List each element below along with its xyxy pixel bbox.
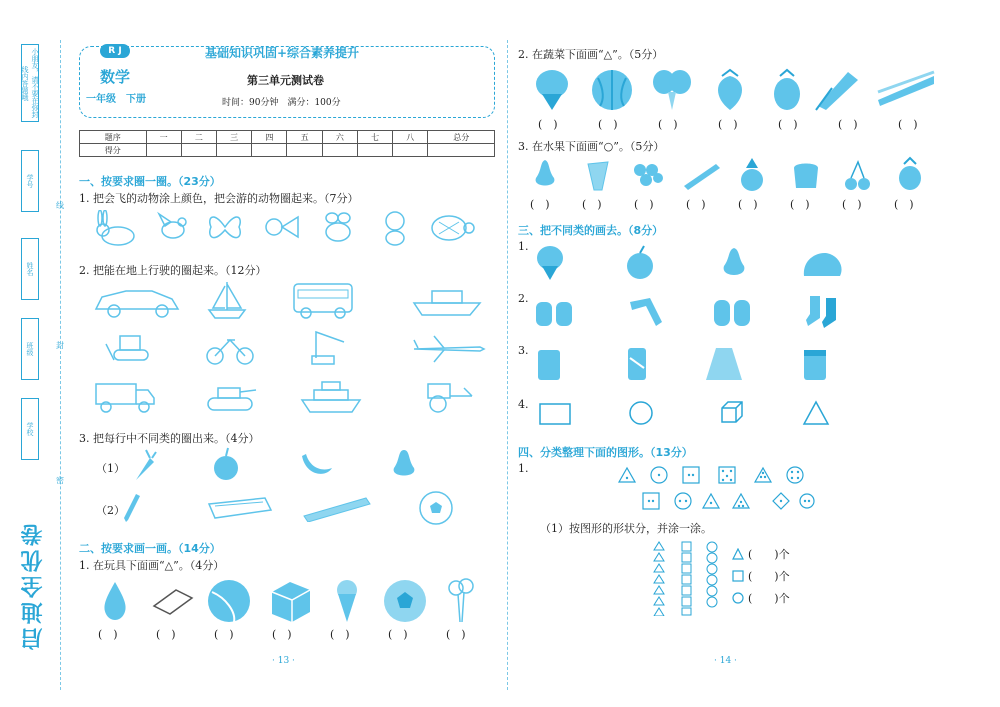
item-number-2: 2. bbox=[518, 292, 529, 305]
answer-blank[interactable]: ( ) bbox=[658, 118, 678, 131]
item-number-1: 1. bbox=[518, 240, 529, 253]
question-1-1: 1. 把会飞的动物涂上颜色，把会游的动物圈起来。（7分） bbox=[79, 192, 359, 205]
pear-icon[interactable] bbox=[718, 244, 750, 282]
truck-icon[interactable] bbox=[92, 378, 158, 414]
bok-choy-icon[interactable] bbox=[650, 66, 694, 112]
answer-blank[interactable]: ( ) bbox=[214, 628, 234, 641]
triangle-shape[interactable] bbox=[802, 400, 830, 426]
table-cell: 一 bbox=[146, 131, 181, 144]
score-cell[interactable] bbox=[322, 144, 357, 157]
question-2-3: 3. 在水果下面画“○”。（5分） bbox=[518, 140, 665, 153]
socks-icon[interactable] bbox=[804, 294, 844, 330]
answer-blank[interactable]: ( ) bbox=[894, 198, 914, 211]
table-cell: 四 bbox=[252, 131, 287, 144]
can-icon[interactable] bbox=[626, 346, 648, 382]
item-number-5: 1. bbox=[518, 462, 529, 475]
pencil-icon[interactable] bbox=[120, 490, 144, 526]
table-cell: 五 bbox=[287, 131, 322, 144]
watermelon-icon[interactable] bbox=[590, 68, 634, 112]
score-cell[interactable] bbox=[181, 144, 216, 157]
pencil-case-icon[interactable] bbox=[205, 492, 275, 522]
banana-icon[interactable] bbox=[298, 448, 334, 480]
score-cell[interactable] bbox=[287, 144, 322, 157]
table-cell: 得分 bbox=[80, 144, 147, 157]
student-id-field[interactable]: 学号 bbox=[21, 150, 39, 212]
monkey-icon[interactable] bbox=[378, 208, 412, 246]
table-cell: 七 bbox=[357, 131, 392, 144]
bee-icon[interactable] bbox=[320, 208, 356, 246]
test-meta: 时间：90分钟 满分：100分 bbox=[222, 98, 341, 108]
pear-icon[interactable] bbox=[530, 158, 560, 192]
beach-ball-icon[interactable] bbox=[206, 578, 252, 624]
cup-icon[interactable] bbox=[536, 346, 562, 382]
page-title: 第三单元测试卷 bbox=[247, 74, 324, 87]
corn-icon[interactable] bbox=[812, 66, 862, 112]
strawberry-icon[interactable] bbox=[710, 66, 750, 112]
question-1-2: 2. 把能在地上行驶的圈起来。（12分） bbox=[79, 264, 267, 277]
score-cell[interactable] bbox=[393, 144, 428, 157]
name-field[interactable]: 姓名 bbox=[21, 238, 39, 300]
pear-icon[interactable] bbox=[388, 446, 420, 482]
answer-blank[interactable]: ( ) bbox=[790, 198, 810, 211]
series-title: 基础知识巩固+综合素养提升 bbox=[205, 46, 360, 60]
table-cell: 六 bbox=[322, 131, 357, 144]
circle-shape bbox=[732, 592, 744, 604]
cut-mark: 密 bbox=[56, 476, 64, 485]
gloves-icon[interactable] bbox=[534, 294, 574, 330]
center-divider bbox=[507, 40, 508, 690]
answer-blank[interactable]: ( ) bbox=[538, 118, 558, 131]
answer-blank[interactable]: ( ) bbox=[634, 198, 654, 211]
table-cell: 总分 bbox=[428, 131, 495, 144]
edition-badge: R J bbox=[100, 44, 130, 58]
grapes-icon[interactable] bbox=[630, 158, 666, 192]
item-number-4: 4. bbox=[518, 398, 529, 411]
triangle-shape bbox=[732, 548, 744, 560]
sub-question-1: （1）按图形的形状分，并涂一涂。 bbox=[540, 522, 712, 535]
bird-icon[interactable] bbox=[155, 208, 191, 246]
cube-shape[interactable] bbox=[718, 400, 744, 426]
notice-box: 小朋友，请不要在弥封线内答题哦 bbox=[21, 44, 39, 122]
table-cell: 三 bbox=[217, 131, 252, 144]
score-cell[interactable] bbox=[146, 144, 181, 157]
eraser-icon[interactable] bbox=[150, 584, 196, 620]
peach-icon[interactable] bbox=[800, 248, 846, 280]
brand-logo: 启迪全优卷 bbox=[21, 520, 46, 650]
square-shape bbox=[732, 570, 744, 582]
cauliflower-icon[interactable] bbox=[534, 244, 566, 282]
pineapple-icon[interactable] bbox=[736, 156, 768, 192]
circle-shape[interactable] bbox=[628, 400, 654, 426]
sailboat-icon[interactable] bbox=[205, 280, 249, 320]
lollipop-icon[interactable] bbox=[446, 576, 476, 624]
answer-blank[interactable]: ( ) bbox=[738, 198, 758, 211]
item-number-3: 3. bbox=[518, 344, 529, 357]
car-icon[interactable] bbox=[92, 283, 182, 319]
skirt-icon[interactable] bbox=[704, 346, 744, 382]
water-drop-icon[interactable] bbox=[98, 580, 132, 622]
answer-blank[interactable]: ( ) bbox=[272, 628, 292, 641]
crane-icon[interactable] bbox=[310, 328, 350, 366]
mittens-icon[interactable] bbox=[712, 294, 752, 330]
ice-cream-icon[interactable] bbox=[330, 578, 364, 624]
goldfish-icon[interactable] bbox=[262, 212, 302, 242]
apple-icon[interactable] bbox=[624, 244, 656, 282]
scarf-icon[interactable] bbox=[626, 294, 666, 330]
answer-blank[interactable]: ( ) bbox=[842, 198, 862, 211]
eggplant-icon[interactable] bbox=[770, 66, 804, 112]
ship-icon[interactable] bbox=[412, 283, 482, 319]
section-4-heading: 四、分类整理下面的图形。（13分） bbox=[518, 446, 693, 459]
question-1-3: 3. 把每行中不同类的圈出来。（4分） bbox=[79, 432, 260, 445]
grade: 一年级 下册 bbox=[86, 94, 146, 105]
score-cell[interactable] bbox=[428, 144, 495, 157]
answer-blank[interactable]: ( ) bbox=[156, 628, 176, 641]
carrot-icon[interactable] bbox=[128, 448, 158, 484]
answer-blank[interactable]: ( ) bbox=[388, 628, 408, 641]
page-number-left: · 13 · bbox=[272, 656, 295, 666]
tank-icon[interactable] bbox=[202, 378, 258, 414]
cruise-ship-icon[interactable] bbox=[300, 376, 362, 416]
school-field[interactable]: 学校 bbox=[21, 398, 39, 460]
butterfly-icon[interactable] bbox=[205, 208, 245, 246]
score-table bbox=[79, 130, 495, 157]
page-number-right: · 14 · bbox=[714, 656, 737, 666]
subject: 数学 bbox=[100, 68, 131, 86]
answer-blank[interactable]: ( ) bbox=[778, 118, 798, 131]
cut-mark: 线 bbox=[56, 201, 64, 210]
section-1-heading: 一、按要求圈一圈。（23分） bbox=[79, 175, 221, 188]
carriage-icon[interactable] bbox=[418, 378, 474, 414]
bell-pepper-icon[interactable] bbox=[790, 158, 822, 192]
answer-blank[interactable]: ( ) bbox=[598, 118, 618, 131]
apple-icon[interactable] bbox=[210, 446, 242, 482]
table-cell: 题序 bbox=[80, 131, 147, 144]
answer-blank[interactable]: ( ) bbox=[718, 118, 738, 131]
triangle-count[interactable]: ( )个 bbox=[748, 548, 790, 561]
ruler-icon[interactable] bbox=[300, 494, 372, 522]
rectangle-shape[interactable] bbox=[538, 402, 572, 426]
class-field[interactable]: 班级 bbox=[21, 318, 39, 380]
shape-cards bbox=[615, 462, 815, 514]
tricycle-icon[interactable] bbox=[205, 332, 255, 366]
bus-icon[interactable] bbox=[290, 280, 356, 320]
square-count[interactable]: ( )个 bbox=[748, 570, 790, 583]
score-cell[interactable] bbox=[357, 144, 392, 157]
question-2-2: 2. 在蔬菜下面画“△”。（5分） bbox=[518, 48, 664, 61]
score-cell[interactable] bbox=[252, 144, 287, 157]
jar-icon[interactable] bbox=[802, 346, 828, 382]
turtle-icon[interactable] bbox=[425, 208, 477, 244]
cucumber-icon[interactable] bbox=[682, 160, 722, 190]
score-cell[interactable] bbox=[217, 144, 252, 157]
football-icon[interactable] bbox=[382, 578, 428, 624]
airplane-icon[interactable] bbox=[410, 334, 486, 364]
eggplant-icon[interactable] bbox=[896, 156, 924, 192]
table-cell: 八 bbox=[393, 131, 428, 144]
answer-blank[interactable]: ( ) bbox=[582, 198, 602, 211]
bamboo-shoot-icon[interactable] bbox=[584, 158, 612, 192]
green-onion-icon[interactable] bbox=[876, 70, 936, 108]
cauliflower-icon[interactable] bbox=[532, 66, 572, 112]
row-label-1: （1） bbox=[96, 462, 125, 475]
seal-line bbox=[60, 40, 61, 690]
rabbit-icon[interactable] bbox=[90, 210, 140, 246]
row-label-2: （2） bbox=[96, 504, 125, 517]
bulldozer-icon[interactable] bbox=[104, 330, 156, 366]
rubiks-cube-icon[interactable] bbox=[268, 578, 314, 624]
answer-blank[interactable]: ( ) bbox=[898, 118, 918, 131]
table-cell: 二 bbox=[181, 131, 216, 144]
answer-blank[interactable]: ( ) bbox=[446, 628, 466, 641]
answer-blank[interactable]: ( ) bbox=[686, 198, 706, 211]
section-2-heading: 二、按要求画一画。（14分） bbox=[79, 542, 221, 555]
soccer-ball-icon[interactable] bbox=[418, 490, 454, 526]
answer-blank[interactable]: ( ) bbox=[98, 628, 118, 641]
answer-blank[interactable]: ( ) bbox=[838, 118, 858, 131]
cut-mark: 封 bbox=[56, 341, 64, 350]
count-grid bbox=[652, 540, 722, 616]
section-3-heading: 三、把不同类的画去。（8分） bbox=[518, 224, 664, 237]
answer-blank[interactable]: ( ) bbox=[530, 198, 550, 211]
answer-blank[interactable]: ( ) bbox=[330, 628, 350, 641]
question-2-1: 1. 在玩具下面画“△”。（4分） bbox=[79, 559, 225, 572]
cherry-icon[interactable] bbox=[842, 158, 872, 192]
circle-count[interactable]: ( )个 bbox=[748, 592, 790, 605]
